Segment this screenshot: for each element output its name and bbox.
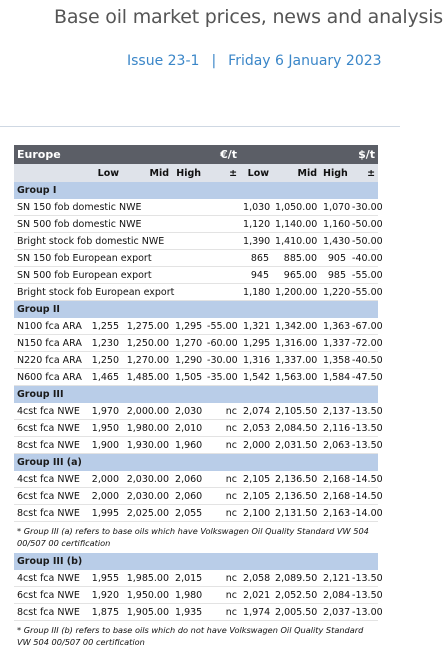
- cell-usd-low: 1,295: [240, 335, 272, 352]
- cell-usd-change: -47.50: [349, 369, 378, 386]
- cell-eur-mid: 1,270.00: [122, 352, 172, 369]
- cell-eur-mid: 2,030.00: [122, 488, 172, 505]
- cell-usd-high: 2,121: [320, 570, 349, 587]
- group-name: Group II: [14, 301, 378, 319]
- row-label: 6cst fca NWE: [14, 587, 88, 604]
- cell-usd-low: 2,000: [240, 437, 272, 454]
- cell-eur-mid: 1,930.00: [122, 437, 172, 454]
- cell-usd-high: 1,070: [320, 199, 349, 216]
- cell-eur-high: 1,980: [172, 587, 204, 604]
- publication-title: Base oil market prices, news and analysis: [54, 6, 443, 28]
- cell-usd-low: 2,105: [240, 471, 272, 488]
- col-usd-mid: Mid: [272, 164, 320, 182]
- cell-eur-high: 2,060: [172, 488, 204, 505]
- row-label: 6cst fca NWE: [14, 420, 88, 437]
- region-label: Europe: [14, 145, 172, 164]
- col-eur-high: High: [172, 164, 204, 182]
- cell-eur-change: nc: [204, 587, 240, 604]
- table-row: [14, 335, 378, 352]
- cell-eur-high: 2,060: [172, 471, 204, 488]
- table-row: [14, 250, 378, 267]
- cell-usd-mid: 2,031.50: [272, 437, 320, 454]
- footnote-row: [14, 621, 378, 652]
- table-row: [14, 437, 378, 454]
- col-eur-change: ±: [204, 164, 240, 182]
- cell-usd-low: 1,180: [240, 284, 272, 301]
- cell-eur-low: 1,920: [88, 587, 122, 604]
- cell-usd-mid: 1,050.00: [272, 199, 320, 216]
- cell-eur-change: nc: [204, 488, 240, 505]
- cell-usd-change: -55.00: [349, 267, 378, 284]
- cell-eur-high: 2,015: [172, 570, 204, 587]
- cell-usd-mid: 2,136.50: [272, 488, 320, 505]
- cell-eur-low: 1,255: [88, 318, 122, 335]
- cell-usd-low: 1,120: [240, 216, 272, 233]
- group-name: Group I: [14, 182, 378, 199]
- row-label: 4cst fca NWE: [14, 471, 88, 488]
- cell-eur-change: nc: [204, 403, 240, 420]
- table-row: [14, 403, 378, 420]
- cell-eur-change: nc: [204, 604, 240, 621]
- cell-usd-low: 2,074: [240, 403, 272, 420]
- cell-usd-mid: 2,136.50: [272, 471, 320, 488]
- cell-usd-low: 1,321: [240, 318, 272, 335]
- cell-eur-low: 2,000: [88, 471, 122, 488]
- cell-eur-high: 2,030: [172, 403, 204, 420]
- col-usd-high: High: [320, 164, 349, 182]
- cell-usd-high: 2,063: [320, 437, 349, 454]
- cell-eur-change: -30.00: [204, 352, 240, 369]
- cell-usd-mid: 1,563.00: [272, 369, 320, 386]
- cell-usd-change: -14.00: [349, 505, 378, 522]
- group-header: [14, 182, 378, 199]
- cell-usd-change: -55.00: [349, 284, 378, 301]
- cell-usd-mid: 885.00: [272, 250, 320, 267]
- cell-usd-mid: 2,005.50: [272, 604, 320, 621]
- cell-usd-change: -14.50: [349, 488, 378, 505]
- cell-usd-mid: 1,316.00: [272, 335, 320, 352]
- cell-usd-high: 905: [320, 250, 349, 267]
- cell-usd-change: -40.00: [349, 250, 378, 267]
- cell-usd-high: 1,363: [320, 318, 349, 335]
- cell-eur-change: -55.00: [204, 318, 240, 335]
- cell-usd-low: 1,316: [240, 352, 272, 369]
- row-label: N150 fca ARA: [14, 335, 88, 352]
- cell-eur-change: nc: [204, 420, 240, 437]
- table-row: [14, 199, 378, 216]
- cell-usd-mid: 2,052.50: [272, 587, 320, 604]
- cell-usd-low: 2,058: [240, 570, 272, 587]
- row-label: 4cst fca NWE: [14, 403, 88, 420]
- column-header-blank: [14, 164, 88, 182]
- cell-eur-mid: 1,950.00: [122, 587, 172, 604]
- table-row: [14, 570, 378, 587]
- issue-separator: |: [211, 53, 216, 69]
- column-header-row: [14, 164, 378, 182]
- cell-usd-low: 1,030: [240, 199, 272, 216]
- cell-eur-change: nc: [204, 437, 240, 454]
- cell-eur-low: 1,900: [88, 437, 122, 454]
- col-eur-low: Low: [88, 164, 122, 182]
- cell-eur-mid: 2,030.00: [122, 471, 172, 488]
- group-name: Group III (b): [14, 553, 378, 570]
- cell-usd-high: 2,168: [320, 488, 349, 505]
- cell-usd-mid: 1,200.00: [272, 284, 320, 301]
- row-label: 6cst fca NWE: [14, 488, 88, 505]
- row-label: 8cst fca NWE: [14, 505, 88, 522]
- cell-usd-high: 2,084: [320, 587, 349, 604]
- cell-usd-low: 1,390: [240, 233, 272, 250]
- group-name: Group III: [14, 386, 378, 404]
- cell-usd-mid: 1,337.00: [272, 352, 320, 369]
- row-label: Bright stock fob domestic NWE: [14, 233, 240, 250]
- header-divider: [0, 126, 400, 127]
- group-name: Group III (a): [14, 454, 378, 472]
- cell-usd-low: 2,053: [240, 420, 272, 437]
- cell-usd-high: 985: [320, 267, 349, 284]
- table-row: [14, 267, 378, 284]
- cell-usd-high: 1,358: [320, 352, 349, 369]
- cell-eur-high: 1,935: [172, 604, 204, 621]
- cell-eur-low: 1,250: [88, 352, 122, 369]
- row-label: N100 fca ARA: [14, 318, 88, 335]
- cell-usd-mid: 1,410.00: [272, 233, 320, 250]
- cell-eur-mid: 1,980.00: [122, 420, 172, 437]
- table-row: [14, 505, 378, 522]
- cell-usd-mid: 2,084.50: [272, 420, 320, 437]
- cell-eur-mid: 1,985.00: [122, 570, 172, 587]
- cell-usd-mid: 2,089.50: [272, 570, 320, 587]
- cell-usd-change: -67.00: [349, 318, 378, 335]
- row-label: N600 fca ARA: [14, 369, 88, 386]
- cell-eur-low: 1,995: [88, 505, 122, 522]
- cell-eur-high: 2,010: [172, 420, 204, 437]
- row-label: SN 150 fob domestic NWE: [14, 199, 240, 216]
- table-row: [14, 488, 378, 505]
- cell-eur-high: 2,055: [172, 505, 204, 522]
- cell-usd-change: -50.00: [349, 233, 378, 250]
- issue-date: Friday 6 January 2023: [228, 53, 381, 69]
- cell-usd-mid: 965.00: [272, 267, 320, 284]
- cell-eur-mid: 1,485.00: [122, 369, 172, 386]
- cell-usd-mid: 2,105.50: [272, 403, 320, 420]
- cell-usd-high: 1,337: [320, 335, 349, 352]
- row-label: N220 fca ARA: [14, 352, 88, 369]
- table-row: [14, 318, 378, 335]
- cell-usd-change: -13.50: [349, 420, 378, 437]
- cell-eur-high: 1,960: [172, 437, 204, 454]
- row-label: Bright stock fob European export: [14, 284, 240, 301]
- price-table-body: [14, 145, 378, 652]
- table-row: [14, 604, 378, 621]
- cell-usd-change: -13.50: [349, 403, 378, 420]
- price-table: [14, 145, 378, 652]
- col-usd-change: ±: [349, 164, 378, 182]
- cell-usd-change: -50.00: [349, 216, 378, 233]
- cell-usd-low: 2,021: [240, 587, 272, 604]
- cell-eur-high: 1,270: [172, 335, 204, 352]
- cell-usd-high: 2,168: [320, 471, 349, 488]
- cell-eur-low: 1,970: [88, 403, 122, 420]
- cell-eur-change: nc: [204, 570, 240, 587]
- row-label: SN 500 fob domestic NWE: [14, 216, 240, 233]
- cell-eur-low: 2,000: [88, 488, 122, 505]
- footnote: * Group III (a) refers to base oils which have Volkswagen Oil Quality Standard VW 504 00/507 00 certification: [14, 522, 378, 554]
- cell-usd-high: 2,163: [320, 505, 349, 522]
- cell-usd-low: 865: [240, 250, 272, 267]
- cell-eur-high: 1,290: [172, 352, 204, 369]
- cell-usd-change: -30.00: [349, 199, 378, 216]
- cell-eur-low: 1,955: [88, 570, 122, 587]
- cell-eur-mid: 1,250.00: [122, 335, 172, 352]
- cell-eur-low: 1,465: [88, 369, 122, 386]
- row-label: 4cst fca NWE: [14, 570, 88, 587]
- cell-usd-change: -13.50: [349, 587, 378, 604]
- cell-usd-low: 2,105: [240, 488, 272, 505]
- cell-eur-mid: 2,025.00: [122, 505, 172, 522]
- table-row: [14, 216, 378, 233]
- table-row: [14, 352, 378, 369]
- cell-usd-mid: 2,131.50: [272, 505, 320, 522]
- footnote: * Group III (b) refers to base oils which do not have Volkswagen Oil Quality Standard VW 504 00/507 00 certification: [14, 621, 378, 652]
- cell-usd-high: 1,160: [320, 216, 349, 233]
- cell-eur-low: 1,230: [88, 335, 122, 352]
- row-label: SN 150 fob European export: [14, 250, 240, 267]
- col-usd-low: Low: [240, 164, 272, 182]
- table-row: [14, 471, 378, 488]
- cell-usd-high: 2,037: [320, 604, 349, 621]
- issue-line: [127, 53, 382, 69]
- col-eur-mid: Mid: [122, 164, 172, 182]
- cell-eur-change: -60.00: [204, 335, 240, 352]
- table-row: [14, 284, 378, 301]
- cell-usd-change: -13.50: [349, 437, 378, 454]
- row-label: SN 500 fob European export: [14, 267, 240, 284]
- cell-eur-high: 1,505: [172, 369, 204, 386]
- cell-usd-low: 1,974: [240, 604, 272, 621]
- cell-eur-high: 1,295: [172, 318, 204, 335]
- group-header: [14, 301, 378, 319]
- cell-eur-low: 1,875: [88, 604, 122, 621]
- currency-eur: €/t: [172, 145, 240, 164]
- table-row: [14, 420, 378, 437]
- region-band: [14, 145, 378, 164]
- cell-eur-low: 1,950: [88, 420, 122, 437]
- cell-eur-mid: 1,905.00: [122, 604, 172, 621]
- cell-usd-high: 2,116: [320, 420, 349, 437]
- cell-usd-change: -13.00: [349, 604, 378, 621]
- cell-usd-change: -13.50: [349, 570, 378, 587]
- row-label: 8cst fca NWE: [14, 437, 88, 454]
- cell-usd-mid: 1,342.00: [272, 318, 320, 335]
- cell-usd-high: 1,430: [320, 233, 349, 250]
- cell-usd-mid: 1,140.00: [272, 216, 320, 233]
- table-row: [14, 587, 378, 604]
- row-label: 8cst fca NWE: [14, 604, 88, 621]
- cell-eur-mid: 2,000.00: [122, 403, 172, 420]
- group-header: [14, 553, 378, 570]
- issue-number: Issue 23-1: [127, 53, 199, 69]
- cell-usd-change: -72.00: [349, 335, 378, 352]
- cell-usd-high: 1,584: [320, 369, 349, 386]
- group-header: [14, 454, 378, 472]
- cell-usd-high: 2,137: [320, 403, 349, 420]
- cell-usd-low: 1,542: [240, 369, 272, 386]
- cell-eur-mid: 1,275.00: [122, 318, 172, 335]
- cell-eur-change: nc: [204, 471, 240, 488]
- cell-usd-change: -14.50: [349, 471, 378, 488]
- cell-eur-change: -35.00: [204, 369, 240, 386]
- table-row: [14, 233, 378, 250]
- cell-usd-high: 1,220: [320, 284, 349, 301]
- cell-eur-change: nc: [204, 505, 240, 522]
- cell-usd-low: 945: [240, 267, 272, 284]
- currency-usd: $/t: [240, 145, 378, 164]
- group-header: [14, 386, 378, 404]
- cell-usd-low: 2,100: [240, 505, 272, 522]
- footnote-row: [14, 522, 378, 554]
- cell-usd-change: -40.50: [349, 352, 378, 369]
- table-row: [14, 369, 378, 386]
